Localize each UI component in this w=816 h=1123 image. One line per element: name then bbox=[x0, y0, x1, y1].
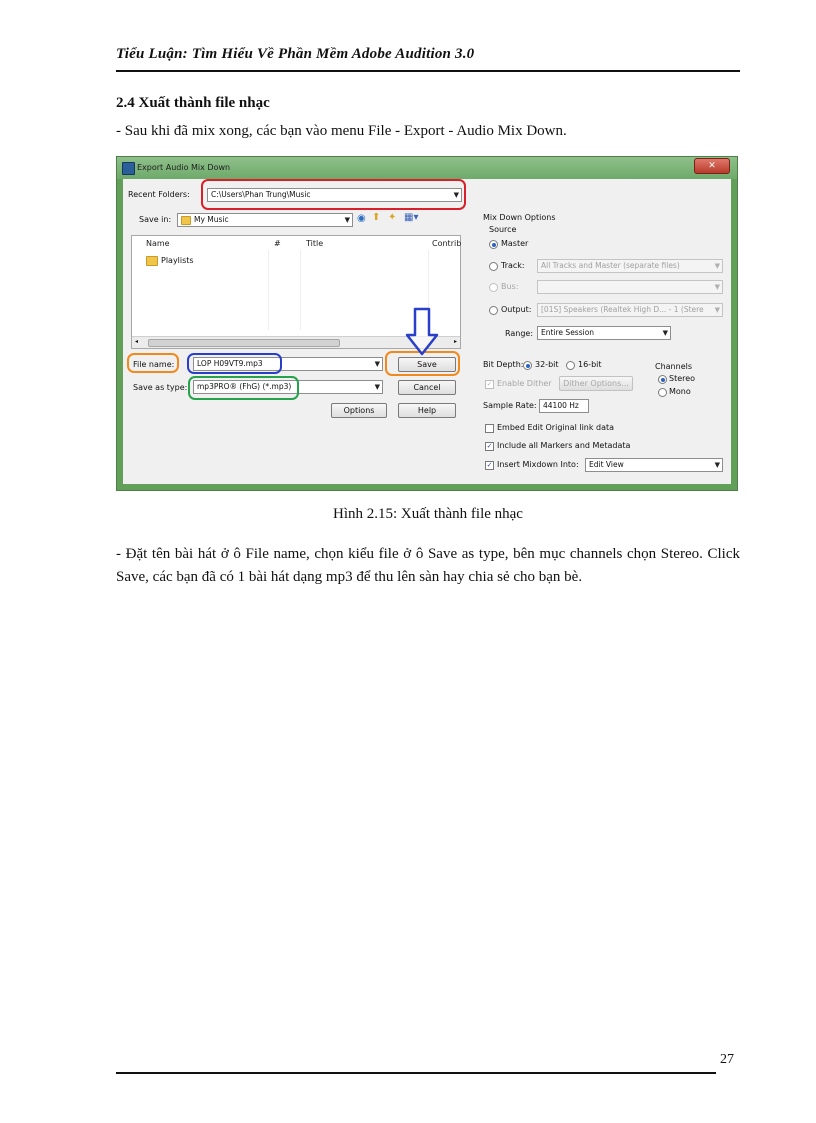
scroll-right-icon[interactable]: ▸ bbox=[453, 338, 457, 345]
section-title: 2.4 Xuất thành file nhạc bbox=[116, 95, 270, 111]
enable-dither-label: Enable Dither bbox=[497, 379, 552, 388]
folder-icon bbox=[146, 256, 158, 266]
include-markers-checkbox[interactable]: ✓ bbox=[486, 442, 493, 450]
track-dropdown[interactable] bbox=[537, 259, 723, 273]
close-button[interactable]: ✕ bbox=[694, 158, 730, 174]
chevron-down-icon: ▼ bbox=[662, 329, 668, 337]
mono-label: Mono bbox=[669, 387, 691, 396]
scrollbar-thumb[interactable] bbox=[148, 339, 340, 347]
mix-down-options-label: Mix Down Options bbox=[483, 213, 556, 222]
dialog-screenshot-figure bbox=[116, 156, 738, 491]
track-value: All Tracks and Master (separate files) bbox=[541, 261, 680, 270]
save-as-type-value: mp3PRO® (FhG) (*.mp3) bbox=[197, 382, 292, 391]
range-dropdown[interactable] bbox=[537, 326, 671, 340]
insert-mixdown-dropdown[interactable] bbox=[585, 458, 723, 472]
column-header-number[interactable]: # bbox=[274, 239, 281, 248]
page-header: Tiểu Luận: Tìm Hiểu Về Phần Mềm Adobe Audition 3.0 bbox=[116, 46, 475, 62]
sample-rate-field[interactable] bbox=[539, 399, 589, 413]
footer-rule bbox=[116, 1072, 716, 1074]
insert-mixdown-label: Insert Mixdown Into: bbox=[497, 460, 579, 469]
recent-folders-highlight bbox=[201, 179, 466, 210]
stereo-radio[interactable] bbox=[658, 375, 667, 384]
insert-mixdown-value: Edit View bbox=[589, 460, 624, 469]
bit-32-label: 32-bit bbox=[535, 360, 559, 369]
views-icon[interactable]: ▦▾ bbox=[404, 212, 419, 223]
track-label: Track: bbox=[501, 261, 525, 270]
page-number: 27 bbox=[720, 1052, 734, 1067]
body-paragraph: - Đặt tên bài hát ở ô File name, chọn kiểu file ở ô Save as type, bên mục channels chọn Stereo. Click Save, các bạn đã có 1 bài hát dạng mp3 để thu lên sàn hay chia sẻ cho bạn bè. bbox=[116, 546, 740, 585]
bus-label: Bus: bbox=[501, 282, 519, 291]
column-separator bbox=[300, 250, 301, 330]
chevron-down-icon: ▼ bbox=[374, 383, 380, 391]
bit-32-radio[interactable] bbox=[523, 361, 532, 370]
help-button[interactable]: Help bbox=[398, 403, 456, 418]
cancel-button[interactable]: Cancel bbox=[398, 380, 456, 395]
arrow-down-icon bbox=[405, 307, 439, 357]
up-folder-icon[interactable]: ⬆ bbox=[372, 212, 381, 223]
insert-mixdown-checkbox[interactable]: ✓ bbox=[486, 461, 493, 469]
recent-folders-value: C:\Users\Phan Trung\Music bbox=[211, 190, 311, 199]
bit-depth-label: Bit Depth: bbox=[483, 360, 524, 369]
save-in-label: Save in: bbox=[139, 215, 172, 224]
chevron-down-icon: ▼ bbox=[374, 360, 380, 368]
embed-edit-label: Embed Edit Original link data bbox=[497, 423, 615, 432]
bus-dropdown[interactable] bbox=[537, 280, 723, 294]
dither-options-button[interactable]: Dither Options... bbox=[559, 376, 633, 391]
bit-16-radio[interactable] bbox=[566, 361, 575, 370]
mono-radio[interactable] bbox=[658, 388, 667, 397]
dialog-title: Export Audio Mix Down bbox=[137, 163, 231, 172]
column-header-contrib[interactable]: Contrib bbox=[432, 239, 462, 248]
output-value: [01S] Speakers (Realtek High D... - 1 (Stere bbox=[541, 305, 704, 314]
column-separator bbox=[268, 250, 269, 330]
save-in-value: My Music bbox=[194, 215, 229, 224]
chevron-down-icon: ▼ bbox=[714, 283, 720, 291]
column-header-name[interactable]: Name bbox=[146, 239, 170, 248]
recent-folders-label: Recent Folders: bbox=[128, 190, 190, 199]
output-radio[interactable] bbox=[489, 306, 498, 315]
chevron-down-icon: ▼ bbox=[714, 262, 720, 270]
column-header-title[interactable]: Title bbox=[306, 239, 324, 248]
channels-label: Channels bbox=[655, 362, 693, 371]
chevron-down-icon: ▼ bbox=[714, 461, 720, 469]
chevron-down-icon: ▼ bbox=[714, 306, 720, 314]
file-name-label: File name: bbox=[133, 360, 175, 369]
back-icon[interactable]: ◉ bbox=[357, 213, 366, 224]
new-folder-icon[interactable]: ✦ bbox=[388, 212, 397, 223]
folder-icon bbox=[181, 216, 191, 225]
intro-paragraph: - Sau khi đã mix xong, các bạn vào menu File - Export - Audio Mix Down. bbox=[116, 123, 567, 139]
scroll-left-icon[interactable]: ◂ bbox=[135, 338, 139, 345]
enable-dither-checkbox[interactable]: ✓ bbox=[486, 380, 493, 388]
header-rule bbox=[116, 70, 740, 72]
include-markers-label: Include all Markers and Metadata bbox=[497, 441, 631, 450]
file-name-input-highlight bbox=[187, 353, 282, 374]
options-button[interactable]: Options bbox=[331, 403, 387, 418]
app-icon bbox=[122, 162, 135, 175]
output-dropdown[interactable] bbox=[537, 303, 723, 317]
bus-radio[interactable] bbox=[489, 283, 498, 292]
embed-edit-checkbox[interactable] bbox=[485, 424, 494, 433]
master-radio[interactable] bbox=[489, 240, 498, 249]
bit-16-label: 16-bit bbox=[578, 360, 602, 369]
master-label: Master bbox=[501, 239, 529, 248]
sample-rate-label: Sample Rate: bbox=[483, 401, 537, 410]
file-name-value: LOP H09VT9.mp3 bbox=[197, 359, 263, 368]
file-name-label-highlight bbox=[127, 353, 179, 373]
chevron-down-icon: ▼ bbox=[344, 216, 350, 224]
chevron-down-icon: ▼ bbox=[453, 191, 459, 199]
dialog-titlebar bbox=[117, 157, 737, 179]
track-radio[interactable] bbox=[489, 262, 498, 271]
save-button[interactable]: Save bbox=[398, 357, 456, 372]
save-in-dropdown[interactable] bbox=[177, 213, 353, 227]
list-item[interactable] bbox=[146, 255, 256, 267]
output-label: Output: bbox=[501, 305, 532, 314]
save-as-type-highlight bbox=[188, 376, 299, 400]
source-label: Source bbox=[489, 225, 517, 234]
range-value: Entire Session bbox=[541, 328, 595, 337]
sample-rate-value: 44100 Hz bbox=[543, 401, 579, 410]
list-item-label: Playlists bbox=[161, 256, 194, 265]
save-as-type-label: Save as type: bbox=[133, 383, 188, 392]
figure-caption: Hình 2.15: Xuất thành file nhạc bbox=[333, 506, 523, 522]
range-label: Range: bbox=[505, 329, 534, 338]
stereo-label: Stereo bbox=[669, 374, 696, 383]
